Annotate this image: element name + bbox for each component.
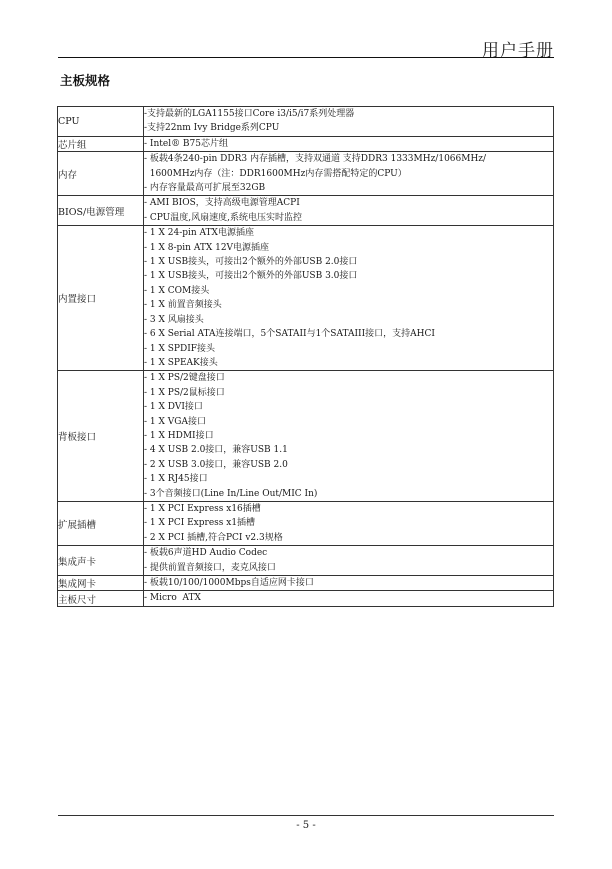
spec-label: 扩展插槽 [58, 501, 144, 545]
spec-row [58, 136, 554, 151]
spec-value [144, 371, 554, 502]
spec-row [58, 501, 554, 545]
spec-row [58, 546, 554, 576]
spec-line: - 板载4条240-pin DDR3 内存插槽，支持双通道 支持DDR3 1333MHz/1066MHz/ [144, 154, 487, 165]
spec-row [58, 591, 554, 606]
spec-label: 集成声卡 [58, 546, 144, 576]
spec-label: CPU [58, 107, 144, 137]
spec-line: - 1 X COM接头 [144, 285, 210, 296]
spec-line: - 1 X PS/2鼠标接口 [144, 387, 225, 398]
spec-line: - 1 X PCI Express x16插槽 [144, 503, 261, 514]
spec-line: 1600MHz内存（注：DDR1600MHz内存需搭配特定的CPU） [144, 168, 407, 179]
spec-line: - 板载10/100/1000Mbps自适应网卡接口 [144, 578, 314, 588]
spec-line: - 1 X HDMI接口 [144, 430, 214, 441]
spec-label: 内存 [58, 152, 144, 196]
spec-line: - 1 X SPEAK接头 [144, 357, 218, 368]
spec-line: - 1 X PS/2键盘接口 [144, 373, 225, 384]
spec-line: - 内存容量最高可扩展至32GB [144, 183, 266, 194]
spec-line: -支持最新的LGA1155接口Core i3/i5/i7系列处理器 [144, 109, 355, 119]
spec-line: - 1 X VGA接口 [144, 416, 206, 427]
spec-label: 内置接口 [58, 226, 144, 371]
spec-line: - 1 X PCI Express x1插槽 [144, 518, 256, 529]
spec-row [58, 152, 554, 196]
spec-value [144, 546, 554, 576]
spec-line: - 1 X 8-pin ATX 12V电源插座 [144, 242, 270, 253]
spec-label: 主板尺寸 [58, 591, 144, 606]
spec-value [144, 196, 554, 226]
spec-value [144, 591, 554, 606]
spec-line: - CPU温度,风扇速度,系统电压实时监控 [144, 212, 302, 223]
spec-row [58, 576, 554, 591]
spec-line: - 2 X USB 3.0接口，兼容USB 2.0 [144, 459, 288, 470]
spec-line: -支持22nm Ivy Bridge系列CPU [144, 123, 280, 134]
spec-line: - 板载6声道HD Audio Codec [144, 548, 268, 559]
section-title: 主板规格 [60, 73, 111, 88]
spec-value [144, 576, 554, 591]
spec-label: 背板接口 [58, 371, 144, 502]
spec-line: - Micro ATX [144, 593, 201, 604]
header-divider [58, 57, 554, 58]
spec-value [144, 152, 554, 196]
spec-value [144, 501, 554, 545]
spec-line: - 提供前置音频接口，麦克风接口 [144, 562, 276, 573]
spec-label: BIOS/电源管理 [58, 196, 144, 226]
spec-label: 芯片组 [58, 136, 144, 151]
spec-line: - 1 X DVI接口 [144, 402, 203, 413]
page-header-title: 用户手册 [482, 41, 554, 61]
spec-line: - 3个音频接口(Line In/Line Out/MIC In) [144, 488, 318, 499]
spec-line: - 1 X RJ45接口 [144, 474, 208, 485]
spec-row [58, 226, 554, 371]
spec-label: 集成网卡 [58, 576, 144, 591]
footer-divider [58, 815, 554, 816]
page-number: - 5 - [296, 820, 316, 831]
spec-line: - 6 X Serial ATA连接端口，5个SATAII与1个SATAIII接口，支持AHCI [144, 329, 435, 340]
spec-line: - 1 X USB接头，可接出2个额外的外部USB 2.0接口 [144, 257, 358, 268]
spec-row [58, 371, 554, 502]
spec-table [57, 106, 554, 607]
spec-value [144, 136, 554, 151]
spec-line: - 1 X USB接头，可接出2个额外的外部USB 3.0接口 [144, 271, 358, 282]
spec-line: - 1 X 24-pin ATX电源插座 [144, 228, 254, 239]
spec-line: - 2 X PCI 插槽,符合PCI v2.3规格 [144, 532, 283, 543]
spec-line: - Intel® B75芯片组 [144, 138, 229, 149]
spec-line: - 4 X USB 2.0接口，兼容USB 1.1 [144, 445, 288, 456]
spec-line: - 1 X SPDIF接头 [144, 343, 215, 354]
spec-row [58, 107, 554, 137]
spec-value [144, 107, 554, 137]
spec-line: - 3 X 风扇接头 [144, 314, 204, 325]
spec-line: - AMI BIOS，支持高级电源管理ACPI [144, 198, 300, 209]
spec-value [144, 226, 554, 371]
spec-row [58, 196, 554, 226]
spec-line: - 1 X 前置音频接头 [144, 300, 222, 311]
